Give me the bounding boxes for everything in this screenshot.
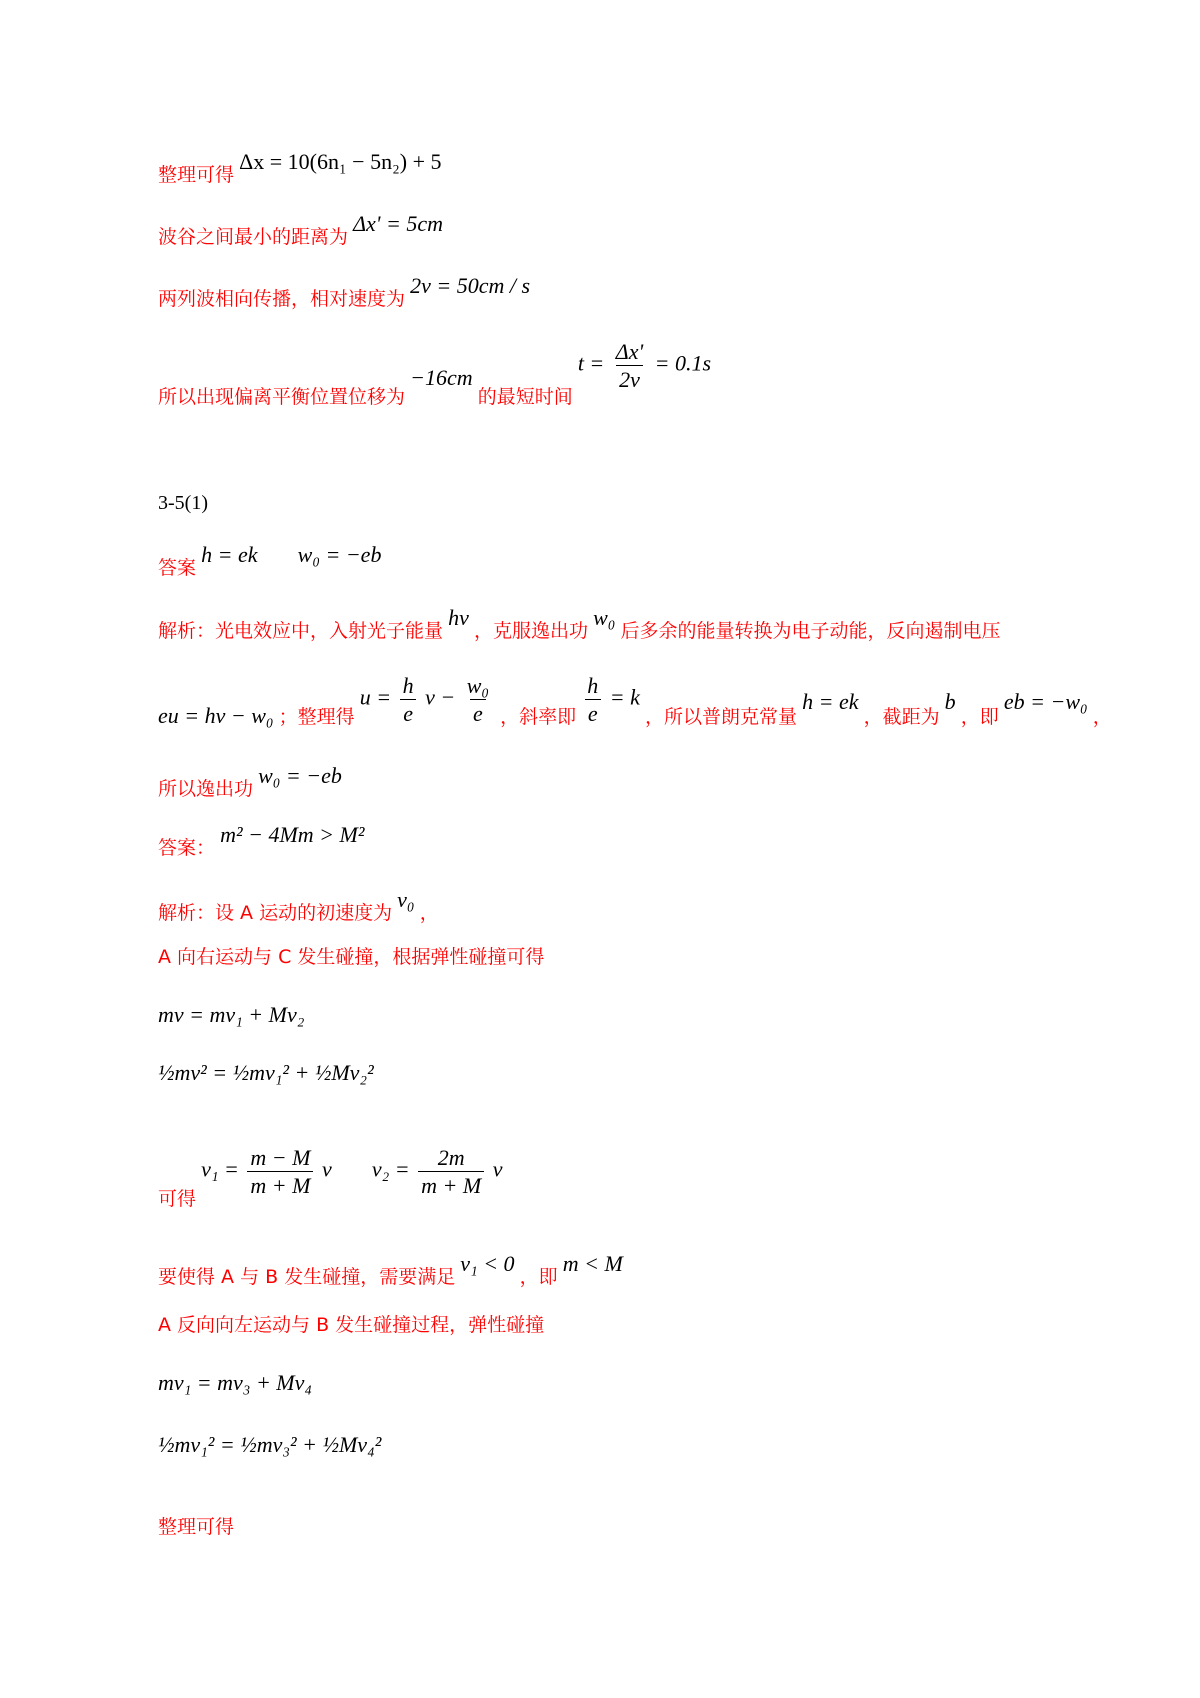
formula-momentum-2: mv₁ = mv₃ + Mv₄	[158, 1370, 313, 1395]
formula-t-rhs: = 0.1s	[654, 350, 712, 376]
formula-v1-rhs: v	[321, 1156, 332, 1182]
fraction-t-num: Δx'	[615, 339, 644, 364]
label-planck: ，所以普朗克常量	[644, 705, 797, 728]
fraction-t	[613, 340, 646, 391]
label-comma-2: ，	[419, 902, 439, 924]
label-ji-2: ，即	[519, 1266, 558, 1288]
fraction-h-e-slope	[584, 674, 601, 725]
label-photoelectric-a: 解析：光电效应中，入射光子能量	[158, 620, 444, 642]
formula-v2-rhs: v	[492, 1156, 503, 1182]
line-zhengli-kede-2	[158, 1512, 234, 1539]
label-displacement: 所以出现偏离平衡位置位移为	[158, 385, 406, 408]
formula-eu: eu = hν − w₀	[158, 702, 274, 728]
frac-num: m − M	[250, 1145, 311, 1170]
line-collision-c	[158, 942, 544, 969]
label-zhengli-de: ；整理得	[278, 705, 355, 728]
formula-energy-2: ½mv₁² = ½mv₃² + ½Mv₄²	[158, 1432, 382, 1457]
formula-work-function: w₀ = −eb	[258, 763, 342, 788]
formula-eb: eb = −w₀	[1003, 688, 1088, 714]
frac-num: 2m	[437, 1145, 465, 1170]
fraction-v2	[418, 1146, 484, 1197]
formula-v2	[372, 1146, 503, 1197]
formula-relative-speed: 2v = 50cm / s	[410, 273, 531, 298]
line-work-function	[158, 763, 342, 801]
frac-den: e	[400, 699, 416, 725]
frac-den: m + M	[247, 1171, 313, 1197]
formula-u-mid: ν −	[425, 684, 456, 710]
line-momentum-1	[158, 1002, 304, 1028]
label-shortest-time: 的最短时间	[477, 385, 573, 408]
fraction-w0-e	[464, 674, 492, 725]
line-energy-2	[158, 1432, 381, 1458]
label-min-distance: 波谷之间最小的距离为	[158, 226, 349, 248]
formula-b: b	[944, 688, 956, 714]
label-photoelectric-c: 后多余的能量转换为电子动能，反向遏制电压	[620, 620, 1001, 642]
formula-slope-rhs: = k	[609, 684, 640, 710]
label-photoelectric-b: ，克服逸出功	[473, 620, 588, 642]
line-answer-h	[158, 542, 382, 580]
section-heading: 3-5(1)	[158, 492, 208, 514]
line-shortest-time	[158, 339, 712, 408]
formula-v2-lhs: v₂ =	[371, 1156, 410, 1182]
formula-minus-16cm: −16cm	[410, 364, 473, 390]
line-min-distance	[158, 211, 443, 249]
formula-delta-x: Δx = 10(6n₁ − 5n₂) + 5	[239, 149, 442, 174]
formula-t-lhs: t =	[577, 350, 605, 376]
formula-mass-condition: m² − 4Mm > M²	[220, 822, 365, 847]
formula-slope	[581, 674, 640, 725]
label-answer-2: 答案：	[158, 837, 216, 859]
line-initial-velocity	[158, 887, 439, 925]
line-relative-speed	[158, 273, 531, 311]
line-energy-1	[158, 1060, 374, 1086]
label-work-function: 所以逸出功	[158, 778, 254, 800]
line-derivation	[158, 673, 1112, 728]
frac-num: h	[587, 673, 599, 698]
formula-w0: w₀ = −eb	[297, 542, 382, 567]
formula-w0-work: w₀	[593, 605, 616, 630]
label-zhengli-kede: 整理可得	[158, 164, 235, 186]
label-intercept: ，截距为	[863, 705, 940, 728]
fraction-t-den: 2v	[616, 365, 643, 391]
frac-den: e	[585, 699, 601, 725]
fraction-v1	[247, 1146, 313, 1197]
formula-delta-x-prime: Δx' = 5cm	[353, 211, 443, 236]
label-condition: 要使得 A 与 B 发生碰撞，需要满足	[158, 1266, 456, 1288]
fraction-h-e	[400, 674, 417, 725]
label-zhengli-kede-2: 整理可得	[158, 1516, 235, 1538]
label-ji: ，即	[960, 705, 999, 728]
label-slope: ，斜率即	[500, 705, 577, 728]
frac-num: h	[402, 673, 414, 698]
label-initial-velocity: 解析：设 A 运动的初速度为	[158, 902, 393, 924]
line-condition	[158, 1251, 623, 1289]
formula-energy-1: ½mv² = ½mv₁² + ½Mv₂²	[158, 1060, 374, 1085]
formula-v0: v₀	[397, 887, 415, 912]
line-photoelectric	[158, 605, 1001, 643]
label-answer: 答案	[158, 557, 197, 579]
label-collision-c: A 向右运动与 C 发生碰撞，根据弹性碰撞可得	[158, 946, 545, 968]
formula-u-lhs: u =	[359, 684, 392, 710]
frac-den: e	[470, 699, 486, 725]
line-momentum-2	[158, 1370, 312, 1396]
formula-m-less-M: m < M	[562, 1251, 623, 1276]
formula-u	[360, 674, 495, 725]
line-delta-x	[158, 149, 442, 187]
frac-num: w₀	[466, 673, 490, 698]
formula-momentum-1: mv = mv₁ + Mv₂	[158, 1002, 305, 1027]
line-answer-mass	[158, 822, 365, 860]
label-kede: 可得	[158, 1187, 197, 1210]
formula-v1	[201, 1146, 332, 1197]
formula-t	[578, 340, 711, 391]
formula-v1-negative: v₁ < 0	[460, 1251, 515, 1276]
line-collision-b	[158, 1310, 544, 1337]
label-collision-b: A 反向向左运动与 B 发生碰撞过程，弹性碰撞	[158, 1314, 545, 1336]
formula-h-ek: h = ek	[201, 542, 258, 567]
formula-h-nu: hν	[448, 605, 469, 630]
label-comma: ，	[1092, 705, 1112, 728]
label-relative-speed: 两列波相向传播，相对速度为	[158, 288, 406, 310]
formula-v1-lhs: v₁ =	[201, 1156, 239, 1182]
line-velocities	[158, 1145, 503, 1210]
formula-planck: h = ek	[802, 688, 859, 714]
frac-den: m + M	[418, 1171, 484, 1197]
